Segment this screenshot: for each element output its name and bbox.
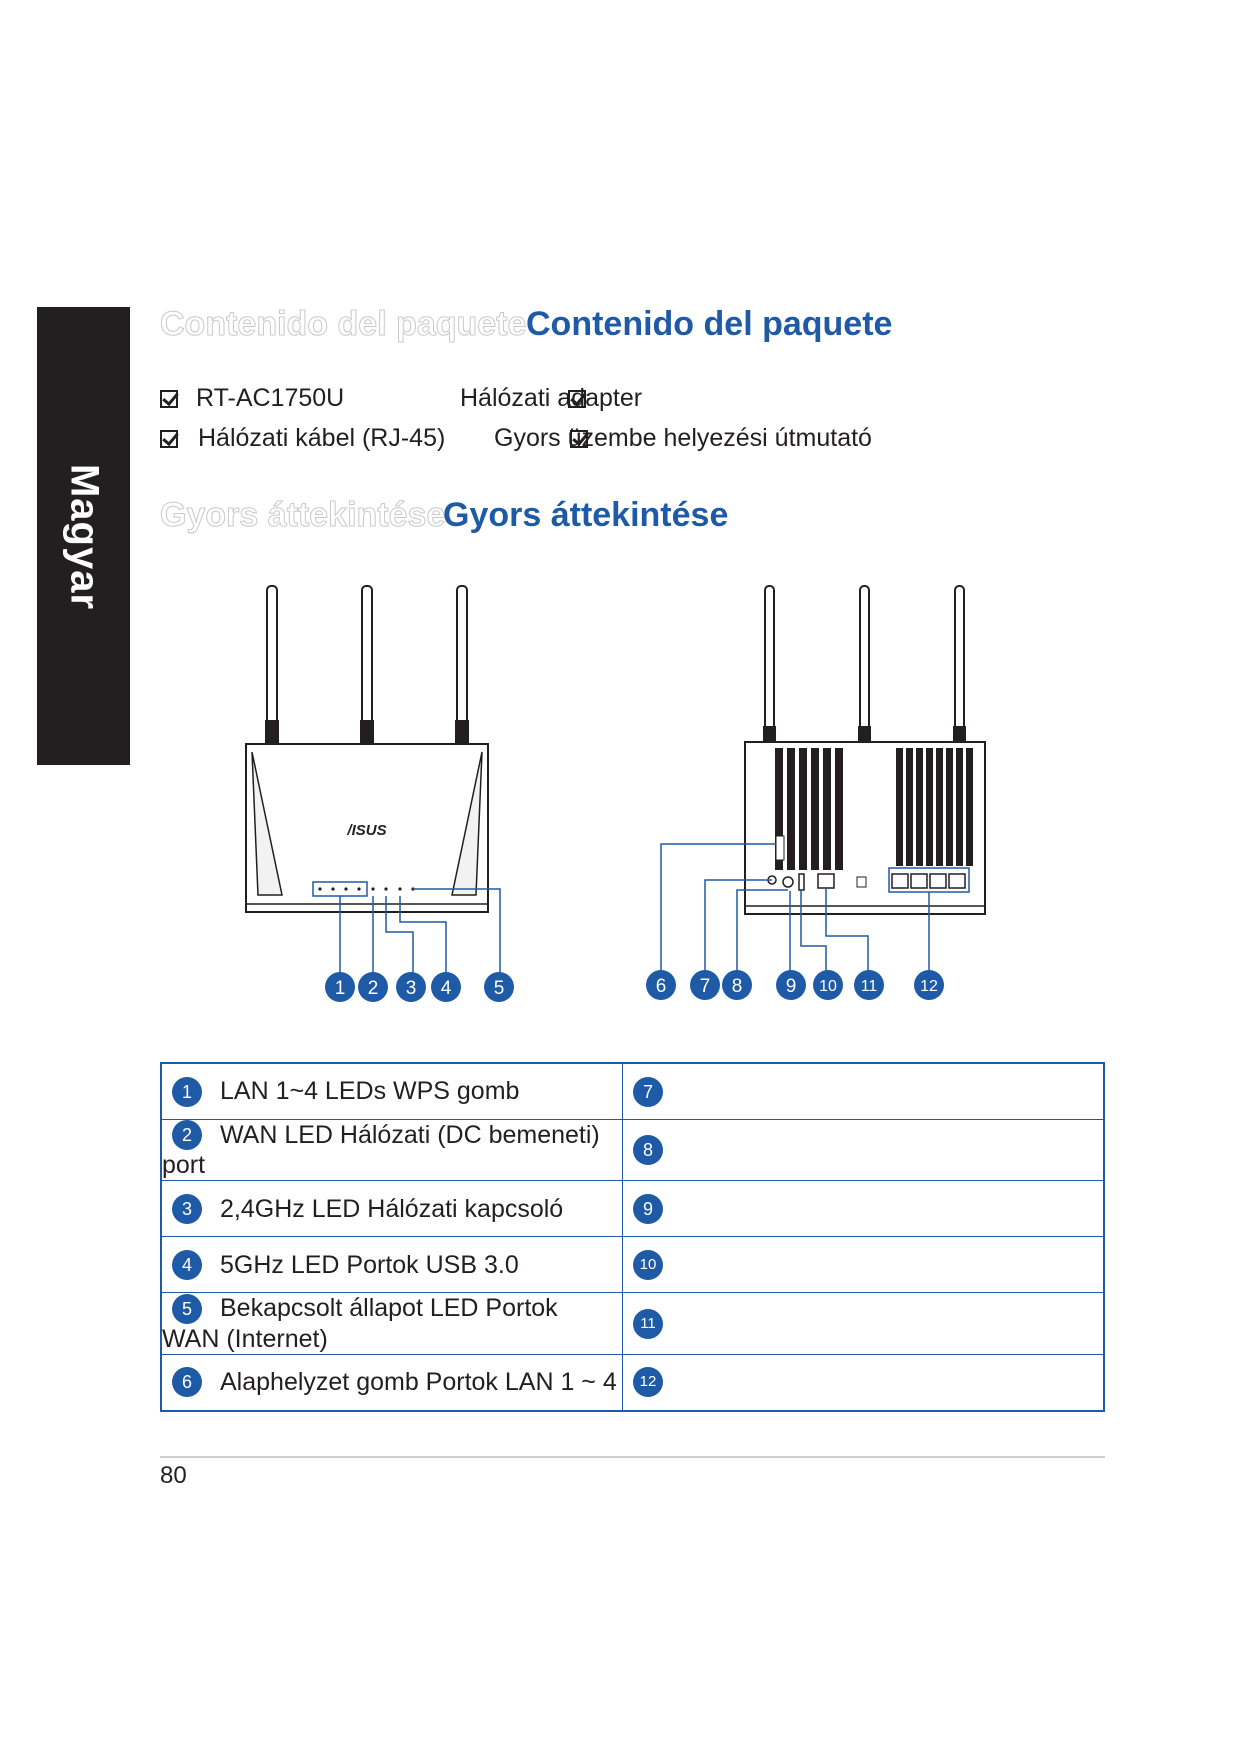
callout-8: [722, 970, 752, 1000]
number-badge: 12: [633, 1367, 663, 1397]
number-badge: 5: [172, 1294, 202, 1324]
callout-6: [646, 970, 676, 1000]
legend-cell-left: [161, 1354, 623, 1411]
number-badge: 3: [172, 1194, 202, 1224]
svg-text:4: 4: [440, 978, 452, 999]
overview-ghost-title: Gyors áttekintése: [160, 496, 446, 534]
svg-text:11: 11: [860, 978, 878, 995]
svg-text:10: 10: [819, 978, 837, 995]
svg-text:8: 8: [731, 976, 743, 997]
legend-cell-left: [161, 1063, 623, 1120]
legend-row: [161, 1063, 1104, 1120]
callout-9: [776, 970, 806, 1000]
legend-cell-left: [161, 1181, 623, 1237]
number-badge: 9: [633, 1194, 663, 1224]
legend-text: 2,4GHz LED Hálózati kapcsoló: [220, 1194, 564, 1223]
legend-cell-left: [161, 1237, 623, 1293]
callout-7: [690, 970, 720, 1000]
package-ghost-title: Contenido del paquete: [160, 305, 527, 343]
back-callouts: [646, 970, 944, 1000]
legend-text: WAN LED Hálózati (DC bemeneti) port: [162, 1120, 600, 1180]
footer-divider: [160, 1456, 1105, 1458]
callout-12: [914, 970, 944, 1000]
callout-3: [396, 972, 426, 1002]
legend-cell-right: [623, 1120, 1105, 1181]
legend-row: [161, 1293, 1104, 1354]
asus-logo: /ISUS: [347, 822, 387, 839]
callout-1: [325, 972, 355, 1002]
legend-cell-right: [623, 1063, 1105, 1120]
front-antennas: [265, 586, 469, 744]
callout-5: [484, 972, 514, 1002]
number-badge: 2: [172, 1120, 202, 1150]
page-number: 80: [160, 1462, 187, 1489]
legend-table: [160, 1062, 1105, 1412]
svg-text:9: 9: [785, 976, 797, 997]
legend-text: LAN 1~4 LEDs WPS gomb: [220, 1077, 520, 1106]
svg-text:1: 1: [334, 978, 346, 999]
svg-text:5: 5: [493, 978, 505, 999]
legend-cell-right: [623, 1237, 1105, 1293]
legend-cell-left: [161, 1120, 623, 1181]
number-badge: 11: [633, 1309, 663, 1339]
number-badge: 4: [172, 1250, 202, 1280]
legend-cell-right: [623, 1293, 1105, 1354]
back-antennas: [763, 586, 966, 742]
svg-text:2: 2: [367, 978, 379, 999]
legend-row: [161, 1120, 1104, 1181]
legend-row: [161, 1237, 1104, 1293]
overview-title: Gyors áttekintése: [443, 496, 729, 534]
legend-row: [161, 1181, 1104, 1237]
number-badge: 1: [172, 1077, 202, 1107]
svg-text:6: 6: [655, 976, 667, 997]
number-badge: 7: [633, 1077, 663, 1107]
legend-text: Bekapcsolt állapot LED Portok WAN (Internet): [162, 1294, 558, 1353]
package-item-cable: Hálózati kábel (RJ-45): [198, 424, 446, 452]
number-badge: 10: [633, 1250, 663, 1280]
svg-text:3: 3: [405, 978, 417, 999]
front-router: [246, 586, 500, 976]
package-item-router: RT-AC1750U: [196, 384, 345, 412]
legend-cell-right: [623, 1354, 1105, 1411]
legend-row: [161, 1354, 1104, 1411]
svg-text:7: 7: [699, 976, 711, 997]
callout-4: [431, 972, 461, 1002]
legend-text: 5GHz LED Portok USB 3.0: [220, 1250, 519, 1279]
language-label: Magyar: [62, 463, 106, 611]
legend-text: Alaphelyzet gomb Portok LAN 1 ~ 4: [220, 1367, 617, 1396]
front-callouts: [325, 972, 514, 1002]
package-item-guide: Gyors üzembe helyezési útmutató: [494, 424, 872, 452]
back-router: [661, 586, 985, 976]
callout-11: [854, 970, 884, 1000]
svg-text:12: 12: [920, 978, 938, 995]
legend-cell-right: [623, 1181, 1105, 1237]
number-badge: 6: [172, 1367, 202, 1397]
number-badge: 8: [633, 1135, 663, 1165]
callout-2: [358, 972, 388, 1002]
package-title: Contenido del paquete: [526, 305, 893, 343]
legend-cell-left: [161, 1293, 623, 1354]
power-switch-icon: [799, 874, 804, 890]
callout-10: [813, 970, 843, 1000]
usb-port-icon: [818, 874, 834, 888]
package-item-adapter: Hálózati adapter: [460, 384, 643, 412]
